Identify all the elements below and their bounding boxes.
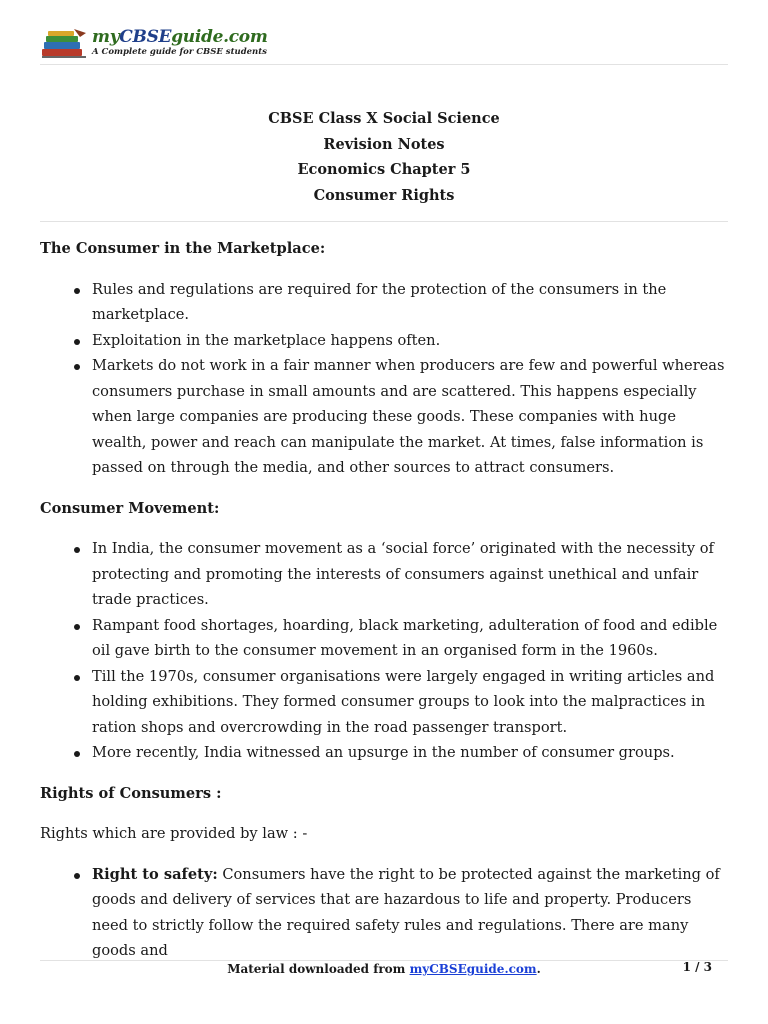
list-item: Exploitation in the marketplace happens often. [40,328,730,354]
page-number: 1 / 3 [682,960,712,974]
right-text: Consumers have the right to be protected against the marketing of goods and delivery of services that are hazardous to life and property. Producers need to strictly follow the required safety rules and regulations. There are many goods and [92,865,720,959]
list-item: Till the 1970s, consumer organisations were largely engaged in writing articles and holding exhibitions. They formed consumer groups to look into the malpractices in ration shops and overcrowding in the road passenger transport. [40,664,730,741]
logo-title: myCBSEguide.com [92,27,268,48]
title-line-4: Consumer Rights [313,186,455,204]
list-item: In India, the consumer movement as a ‘social force’ originated with the necessity of protecting and promoting the interests of consumers against unethical and unfair trade practices. [40,536,730,613]
list-item [40,862,730,964]
site-header [40,26,268,60]
section-heading-movement: Consumer Movement: [40,499,220,517]
title-line-3: Economics Chapter 5 [297,161,471,178]
title-line-2: Revision Notes [323,135,445,153]
movement-list [40,536,730,766]
footer-prefix: Material downloaded from [227,962,410,976]
title-divider [40,221,728,222]
footer-link[interactable]: myCBSEguide.com [409,962,537,976]
marketplace-list [40,277,730,481]
footer-text [40,962,728,976]
document-body [40,236,730,979]
section-heading-rights: Rights of Consumers : [40,784,222,802]
footer-suffix: . [536,962,541,976]
list-item: Rules and regulations are required for the protection of the consumers in the marketplace. [40,277,730,328]
logo-tagline: A Complete guide for CBSE students [92,47,267,58]
footer-divider [40,960,728,961]
logo-text[interactable] [92,29,268,57]
section-heading-marketplace: The Consumer in the Marketplace: [40,240,326,257]
right-label: Right to safety: [92,865,218,883]
books-logo-icon [40,27,88,59]
header-divider [40,64,728,65]
list-item: Markets do not work in a fair manner when producers are few and powerful whereas consumers purchase in small amounts and are scattered. This happens especially when large companies are producing these goods. These companies with huge wealth, power and reach can manipulate the market. At times, false information is passed on through the media, and other sources to attract consumers. [40,353,730,481]
rights-list [40,862,730,964]
title-line-1: CBSE Class X Social Science [268,110,500,127]
document-title [40,106,728,208]
list-item: More recently, India witnessed an upsurge in the number of consumer groups. [40,740,730,766]
list-item: Rampant food shortages, hoarding, black marketing, adulteration of food and edible oil gave birth to the consumer movement in an organised form in the 1960s. [40,613,730,664]
rights-intro: Rights which are provided by law : - [40,825,308,842]
